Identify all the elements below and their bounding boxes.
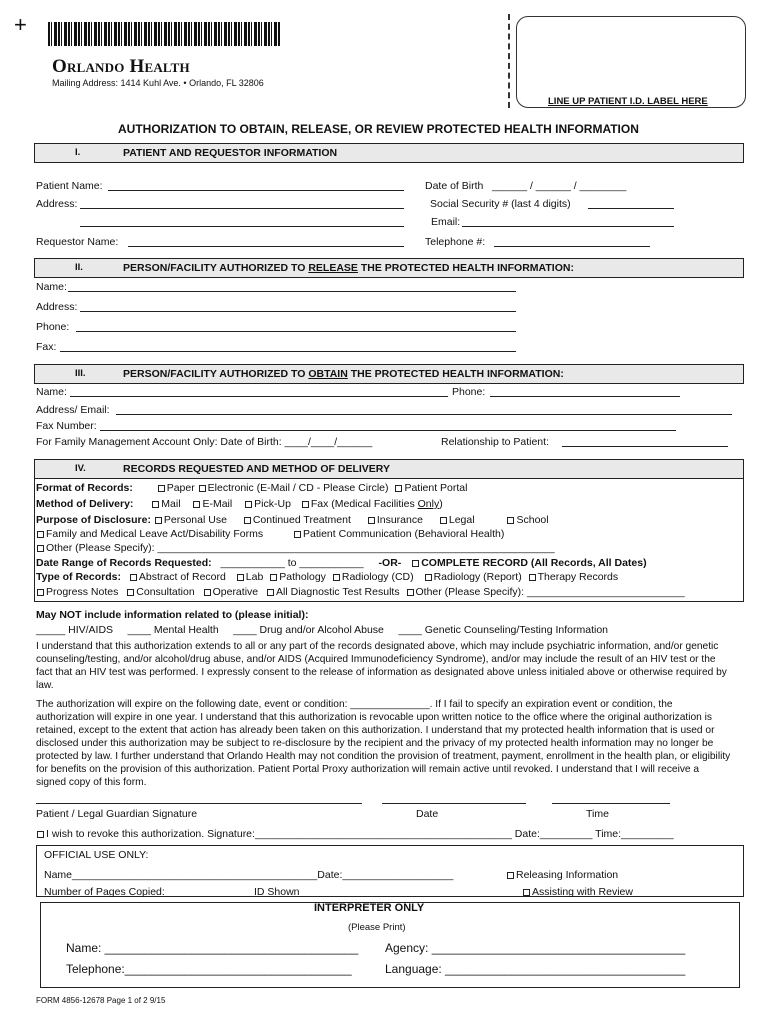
expiration-paragraph: The authorization will expire on the following date, event or condition: ______________. If I fail to specify an expiration event or condition, the authorization will expire in one year. I understand that this authorization is revocable upon written notice to the office where the original authorization is retained, except to the extent that action has already been taken on this authorization. I understand that my protected health information that is used or disclosed under this authorization may be subject to re-disclosure by the recipient and the privacy of my protected health information may no longer be protected by law. I further understand that Orlando Health may not condition the provision of treatment, payment, enrollment in the health plan, or eligibility for benefits on the provision of this authorization. Patient Portal Proxy authorization will remain active until revoked. I understand that I will receive a signed copy of this form. [36, 699, 731, 788]
delivery-only: Only [417, 498, 440, 510]
patient-name-label: Patient Name: [36, 180, 103, 192]
interpreter-telephone[interactable]: Telephone:__________________________________ [66, 962, 352, 976]
purpose-row-2 [36, 528, 504, 540]
type-progress: Progress Notes [46, 586, 119, 598]
release-address-label: Address: [36, 301, 78, 313]
purpose-legal: Legal [448, 514, 475, 526]
format-label: Format of Records: [36, 482, 133, 494]
checkbox-therapy[interactable] [529, 574, 536, 581]
revoke-row [36, 828, 674, 840]
obtain-address-field[interactable] [116, 414, 732, 415]
checkbox-assisting[interactable] [523, 889, 530, 896]
release-fax-label: Fax: [36, 341, 57, 353]
time-label: Time [586, 808, 609, 820]
section1-num: I. [75, 147, 81, 158]
revoke-text[interactable]: I wish to revoke this authorization. Signature:____________________________________________ Date:_________ Time:_________ [46, 828, 674, 840]
release-phone-label: Phone: [36, 321, 70, 333]
delivery-mail: Mail [161, 498, 181, 510]
pages-copied-label: Number of Pages Copied: [44, 886, 165, 898]
checkbox-personal-use[interactable] [155, 517, 162, 524]
section2-num: II. [75, 262, 83, 273]
other-specify[interactable]: Other (Please Specify): ____________________________________________________________________ [46, 542, 555, 554]
interpreter-name[interactable]: Name: ______________________________________ [66, 941, 359, 955]
checkbox-pickup[interactable] [245, 501, 252, 508]
type-operative: Operative [212, 586, 259, 598]
delivery-row: Method of Delivery: Mail E-Mail Pick-Up Fax (Medical Facilities Only) [36, 498, 443, 510]
purpose-row [36, 514, 549, 526]
section3-num: III. [75, 368, 86, 379]
section1-title: PATIENT AND REQUESTOR INFORMATION [123, 147, 338, 159]
or-text: -OR- [378, 557, 402, 569]
section3-title-post: THE PROTECTED HEALTH INFORMATION: [347, 368, 564, 380]
checkbox-other-type[interactable] [407, 589, 414, 596]
checkbox-fax[interactable] [302, 501, 309, 508]
checkbox-pathology[interactable] [270, 574, 277, 581]
obtain-name-field[interactable] [70, 396, 448, 397]
date-label: Date [416, 808, 439, 820]
checkbox-insurance[interactable] [368, 517, 375, 524]
may-not-initials[interactable]: _____ HIV/AIDS ____ Mental Health ____ Drug and/or Alcohol Abuse ____ Genetic Counseling/Testing Information [36, 624, 609, 636]
guardian-signature-label: Patient / Legal Guardian Signature [36, 808, 198, 820]
type-radiology-cd: Radiology (CD) [341, 571, 414, 583]
checkbox-consultation[interactable] [127, 589, 134, 596]
purpose-personal: Personal Use [163, 514, 227, 526]
address-field[interactable] [80, 208, 404, 209]
guardian-signature-line[interactable] [36, 803, 362, 804]
date-range-label: Date Range of Records Requested: [36, 557, 212, 569]
ssn-field[interactable] [588, 208, 674, 209]
email-field[interactable] [462, 226, 674, 227]
purpose-label: Purpose of Disclosure: [36, 514, 151, 526]
section2-title-release: RELEASE [308, 262, 358, 274]
type-radiology-report: Radiology (Report) [433, 571, 522, 583]
releasing-text: Releasing Information [516, 869, 619, 881]
type-row-2 [36, 586, 685, 598]
checkbox-diagnostic[interactable] [267, 589, 274, 596]
checkbox-releasing[interactable] [507, 872, 514, 879]
format-electronic: Electronic (E-Mail / CD - Please Circle) [207, 482, 389, 494]
telephone-field[interactable] [494, 246, 650, 247]
purpose-continued: Continued Treatment [252, 514, 351, 526]
requestor-name-label: Requestor Name: [36, 236, 119, 248]
checkbox-lab[interactable] [237, 574, 244, 581]
type-row [36, 571, 618, 583]
obtain-address-label: Address/ Email: [36, 404, 110, 416]
consent-paragraph: I understand that this authorization extends to all or any part of the records designated above, which may include psychiatric information, and/or genetic counseling/testing, and/or alcohol/drug abuse, and/or AIDS (Acquired Immunodeficiency Syndrome), and/or may include the result of an HIV test or the fact that an HIV test was performed. I expressly consent to the release of information as designated above unless initialed above or otherwise required by law. [36, 641, 727, 691]
ssn-label: Social Security # (last 4 digits) [430, 198, 571, 210]
relationship-label: Relationship to Patient: [441, 436, 549, 448]
type-lab: Lab [245, 571, 264, 583]
dob-field[interactable]: ______ / ______ / ________ [492, 180, 627, 192]
patient-name-field[interactable] [108, 190, 404, 191]
checkbox-revoke[interactable] [37, 831, 44, 838]
mailing-address: Mailing Address: 1414 Kuhl Ave. • Orlando, FL 32806 [52, 78, 264, 88]
purpose-communication: Patient Communication (Behavioral Health) [303, 528, 505, 540]
checkbox-other-purpose[interactable] [37, 545, 44, 552]
type-diagnostic: All Diagnostic Test Results [276, 586, 400, 598]
telephone-label: Telephone #: [425, 236, 486, 248]
format-paper: Paper [166, 482, 195, 494]
obtain-fax-field[interactable] [100, 430, 676, 431]
may-not-heading: May NOT include information related to (please initial): [36, 609, 309, 621]
checkbox-operative[interactable] [204, 589, 211, 596]
section3-title-pre: PERSON/FACILITY AUTHORIZED TO [123, 368, 309, 380]
type-abstract: Abstract of Record [138, 571, 226, 583]
type-therapy: Therapy Records [537, 571, 619, 583]
checkbox-fmla[interactable] [37, 531, 44, 538]
section4-header [34, 459, 744, 479]
dotted-divider [508, 14, 510, 108]
checkbox-electronic[interactable] [199, 485, 206, 492]
checkbox-patient-portal[interactable] [395, 485, 402, 492]
section1-header [34, 143, 744, 163]
checkbox-legal[interactable] [440, 517, 447, 524]
relationship-field[interactable] [562, 446, 728, 447]
official-name-line[interactable]: Name__________________________________________Date:___________________ [44, 869, 454, 881]
patient-label-box [516, 16, 746, 108]
type-consultation: Consultation [136, 586, 195, 598]
interpreter-title: INTERPRETER ONLY [314, 902, 425, 914]
delivery-email: E-Mail [202, 498, 233, 510]
complete-record: COMPLETE RECORD (All Records, All Dates) [421, 557, 647, 569]
id-shown-label: ID Shown [254, 886, 300, 898]
checkbox-continued-treatment[interactable] [244, 517, 251, 524]
checkbox-radiology-report[interactable] [425, 574, 432, 581]
assisting-row [522, 886, 633, 898]
type-pathology: Pathology [279, 571, 326, 583]
interpreter-agency[interactable]: Agency: ______________________________________ [385, 941, 686, 955]
release-name-label: Name: [36, 281, 67, 293]
barcode [48, 22, 280, 46]
family-account-dob[interactable]: For Family Management Account Only: Date of Birth: ____/____/______ [36, 436, 373, 448]
logo: Orlando Health [52, 56, 190, 77]
section4-body [34, 478, 744, 602]
section4-num: IV. [75, 463, 86, 474]
dob-label: Date of Birth [425, 180, 484, 192]
purpose-school: School [516, 514, 549, 526]
address-label: Address: [36, 198, 78, 210]
section2-header [34, 258, 744, 278]
official-use-title: OFFICIAL USE ONLY: [44, 849, 149, 861]
delivery-label: Method of Delivery: [36, 498, 134, 510]
date-range-row [36, 557, 647, 569]
delivery-fax: Fax (Medical Facilities [310, 498, 418, 510]
section2-title-post: THE PROTECTED HEALTH INFORMATION: [357, 262, 574, 274]
requestor-name-field[interactable] [128, 246, 404, 247]
crosshair-mark: + [14, 12, 27, 37]
checkbox-mail[interactable] [152, 501, 159, 508]
email-label: Email: [431, 216, 461, 228]
format-row [36, 482, 467, 494]
other-row [36, 542, 555, 554]
section2-title-pre: PERSON/FACILITY AUTHORIZED TO [123, 262, 309, 274]
checkbox-patient-communication[interactable] [294, 531, 301, 538]
please-print: (Please Print) [348, 922, 406, 933]
releasing-row [506, 869, 618, 881]
interpreter-language[interactable]: Language: ____________________________________ [385, 962, 686, 976]
checkbox-abstract[interactable] [130, 574, 137, 581]
date-signature-line[interactable] [382, 803, 526, 804]
type-label: Type of Records: [36, 571, 121, 583]
release-name-field[interactable] [68, 291, 516, 292]
section4-title: RECORDS REQUESTED AND METHOD OF DELIVERY [123, 463, 390, 475]
release-address-field[interactable] [80, 311, 516, 312]
label-box-text: LINE UP PATIENT I.D. LABEL HERE [548, 96, 708, 107]
release-phone-field[interactable] [76, 331, 516, 332]
release-fax-field[interactable] [60, 351, 516, 352]
time-signature-line[interactable] [552, 803, 670, 804]
checkbox-radiology-cd[interactable] [333, 574, 340, 581]
purpose-insurance: Insurance [376, 514, 423, 526]
form-footer: FORM 4856-12678 Page 1 of 2 9/15 [36, 996, 166, 1005]
checkbox-school[interactable] [507, 517, 514, 524]
obtain-phone-label: Phone: [452, 386, 486, 398]
obtain-phone-field[interactable] [490, 396, 680, 397]
purpose-fmla: Family and Medical Leave Act/Disability Forms [46, 528, 264, 540]
delivery-pickup: Pick-Up [254, 498, 291, 510]
section3-title-obtain: OBTAIN [308, 368, 348, 380]
section3-header [34, 364, 744, 384]
address-field-2[interactable] [80, 226, 404, 227]
obtain-fax-label: Fax Number: [36, 420, 97, 432]
checkbox-progress-notes[interactable] [37, 589, 44, 596]
type-other[interactable]: Other (Please Specify): ___________________________ [415, 586, 685, 598]
assisting-text: Assisting with Review [532, 886, 633, 898]
checkbox-email[interactable] [193, 501, 200, 508]
form-title: AUTHORIZATION TO OBTAIN, RELEASE, OR REVIEW PROTECTED HEALTH INFORMATION [118, 122, 639, 136]
format-patient-portal: Patient Portal [404, 482, 468, 494]
checkbox-complete-record[interactable] [412, 560, 419, 567]
date-range-field[interactable]: ___________ to ___________ [220, 557, 364, 569]
checkbox-paper[interactable] [158, 485, 165, 492]
obtain-name-label: Name: [36, 386, 67, 398]
